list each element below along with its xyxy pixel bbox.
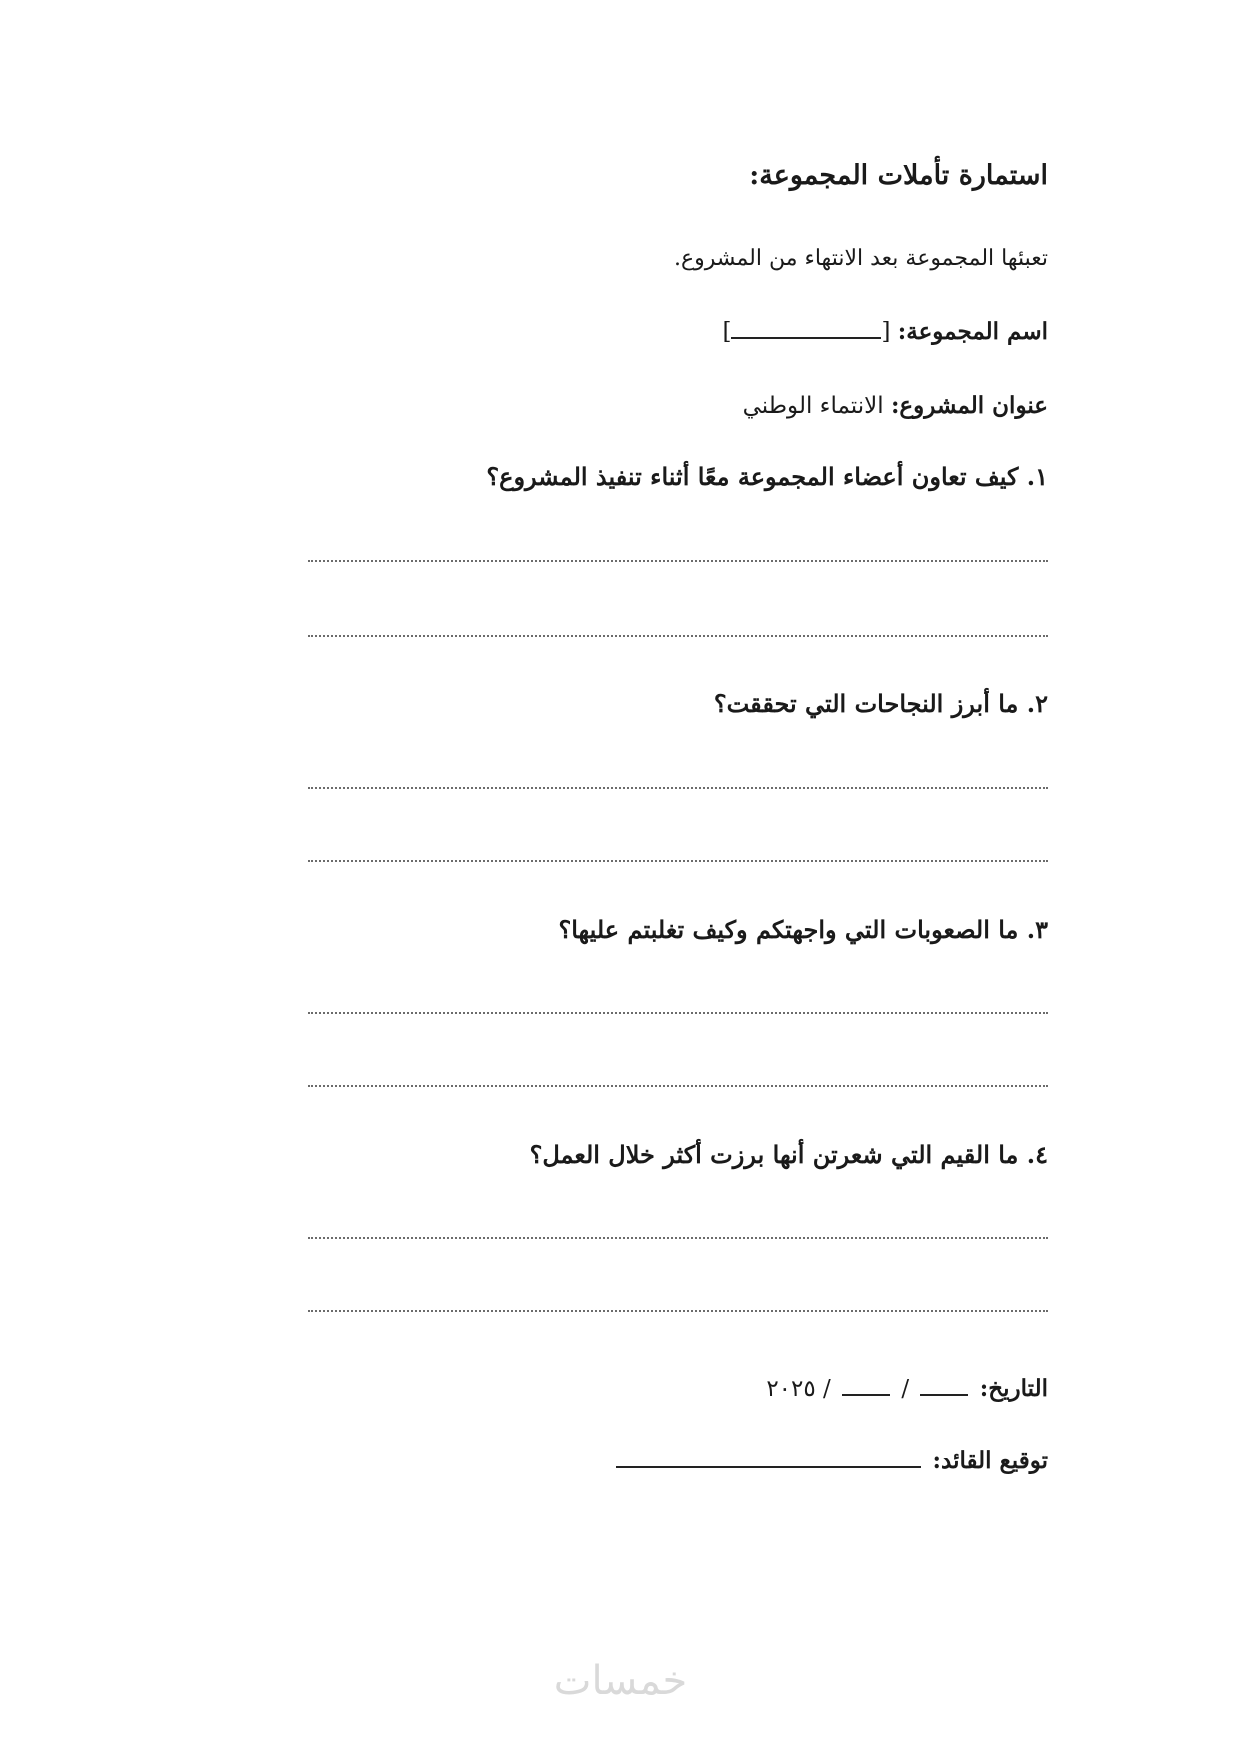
answer-line-3a[interactable]	[308, 1012, 1048, 1014]
date-label: التاريخ:	[979, 1375, 1048, 1402]
group-name-bracket-close: ]	[722, 319, 732, 345]
date-day-blank[interactable]	[920, 1393, 968, 1396]
date-month-blank[interactable]	[842, 1393, 890, 1396]
group-name-bracket-open: [	[881, 319, 891, 345]
answer-line-2b[interactable]	[308, 860, 1048, 862]
question-4: ٤. ما القيم التي شعرتن أنها برزت أكثر خلال العمل؟	[529, 1140, 1048, 1169]
answer-line-3b[interactable]	[308, 1085, 1048, 1087]
group-name-field[interactable]	[722, 319, 890, 345]
form-instruction: تعبئها المجموعة بعد الانتهاء من المشروع.	[673, 246, 1048, 271]
answer-line-4b[interactable]	[308, 1310, 1048, 1312]
signature-label: توقيع القائد:	[932, 1447, 1048, 1474]
group-name-blank[interactable]	[731, 336, 881, 339]
date-row	[288, 1375, 1048, 1402]
form-title: استمارة تأملات المجموعة:	[749, 160, 1048, 191]
project-title-label: عنوان المشروع:	[890, 392, 1048, 419]
project-title-row	[288, 392, 1048, 419]
project-title-value: الانتماء الوطني	[742, 393, 884, 419]
group-name-label: اسم المجموعة:	[897, 318, 1048, 345]
answer-line-2a[interactable]	[308, 787, 1048, 789]
answer-line-4a[interactable]	[308, 1237, 1048, 1239]
date-separator-1: /	[901, 1376, 910, 1402]
group-name-row	[288, 318, 1048, 345]
signature-row	[288, 1447, 1048, 1474]
answer-line-1a[interactable]	[308, 560, 1048, 562]
watermark-logo: خمسات	[553, 1658, 688, 1704]
question-2: ٢. ما أبرز النجاحات التي تحققت؟	[713, 689, 1048, 718]
question-3: ٣. ما الصعوبات التي واجهتكم وكيف تغلبتم عليها؟	[558, 915, 1048, 944]
date-separator-2: /	[823, 1376, 831, 1402]
answer-line-1b[interactable]	[308, 635, 1048, 637]
date-year: ٢٠٢٥	[766, 1376, 816, 1402]
question-1: ١. كيف تعاون أعضاء المجموعة معًا أثناء تنفيذ المشروع؟	[486, 462, 1048, 491]
signature-blank[interactable]	[616, 1465, 921, 1468]
